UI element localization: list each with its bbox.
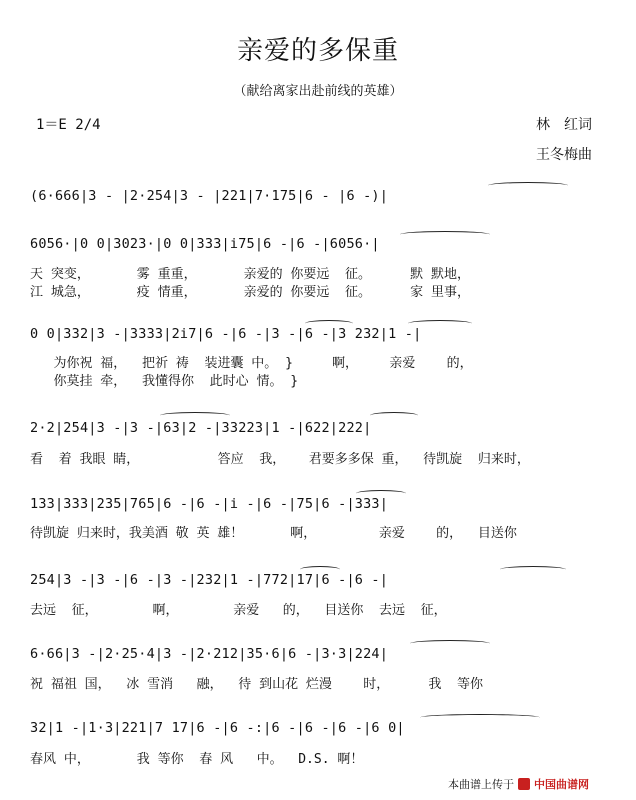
lyric-line: 去远 征， 啊， 亲爱 的， 目送你 去远 征， xyxy=(30,603,447,618)
slur-mark xyxy=(300,566,340,573)
key-signature: 1＝E 2/4 xyxy=(36,117,101,133)
slur-mark xyxy=(500,566,566,573)
song-title: 亲爱的多保重 xyxy=(236,36,399,66)
slur-mark xyxy=(356,490,406,497)
lyricist-credit: 林 红词 xyxy=(536,117,592,133)
slur-mark xyxy=(370,412,418,419)
composer-credit: 王冬梅曲 xyxy=(536,147,592,163)
lyric-line: 天 突变， 雾 重重， 亲爱的 你要远 征。 默 默地， xyxy=(30,267,471,282)
lyric-line: 江 城急， 疫 情重， 亲爱的 你要远 征。 家 里事， xyxy=(30,285,471,300)
notation-row-8: 32|1 -|1·3|221|7 17|6 -|6 -:|6 -|6 -|6 -|6 0| xyxy=(30,720,405,736)
lyric-line: 春风 中， 我 等你 春 风 中。 D.S. 啊！ xyxy=(30,752,364,767)
song-subtitle: （献给离家出赴前线的英雄） xyxy=(233,84,403,99)
slur-mark xyxy=(488,182,568,189)
slur-mark xyxy=(420,714,540,721)
notation-row-4: 2·2|254|3 -|3 -|63|2 -|33223|1 -|622|222| xyxy=(30,420,372,436)
slur-mark xyxy=(410,640,490,647)
notation-row-2: 6056·|0 0|3023·|0 0|333|i75|6 -|6 -|6056·| xyxy=(30,236,380,252)
lyric-line: 你莫挂 牵， 我懂得你 此时心 情。 } xyxy=(30,374,299,389)
slur-mark xyxy=(400,231,490,238)
lyric-line: 待凯旋 归来时，我美酒 敬 英 雄！ 啊， 亲爱 的， 目送你 xyxy=(30,526,517,541)
site-logo-icon xyxy=(518,778,530,790)
footer-label: 本曲谱上传于 xyxy=(448,778,514,791)
notation-row-3: 0 0|332|3 -|3333|2i7|6 -|6 -|3 -|6 -|3 232|1 -| xyxy=(30,326,422,342)
source-footer xyxy=(448,776,589,792)
notation-row-1: (6·666|3 - |2·254|3 - |221|7·175|6 - |6 -)| xyxy=(30,188,389,204)
notation-row-5: 133|333|235|765|6 -|6 -|i -|6 -|75|6 -|333| xyxy=(30,496,389,512)
lyric-line: 为你祝 福， 把祈 祷 装进囊 中。 } 啊， 亲爱 的， xyxy=(30,356,473,371)
notation-row-6: 254|3 -|3 -|6 -|3 -|232|1 -|772|17|6 -|6 -| xyxy=(30,572,389,588)
lyric-line: 祝 福祖 国， 冰 雪消 融， 待 到山花 烂漫 时， 我 等你 xyxy=(30,677,484,692)
footer-site-name: 中国曲谱网 xyxy=(534,778,589,791)
slur-mark xyxy=(408,320,472,327)
notation-row-7: 6·66|3 -|2·25·4|3 -|2·212|35·6|6 -|3·3|224| xyxy=(30,646,389,662)
slur-mark xyxy=(305,320,353,327)
lyric-line: 看 着 我眼 睛， 答应 我， 君要多多保 重， 待凯旋 归来时， xyxy=(30,452,530,467)
slur-mark xyxy=(160,412,230,419)
